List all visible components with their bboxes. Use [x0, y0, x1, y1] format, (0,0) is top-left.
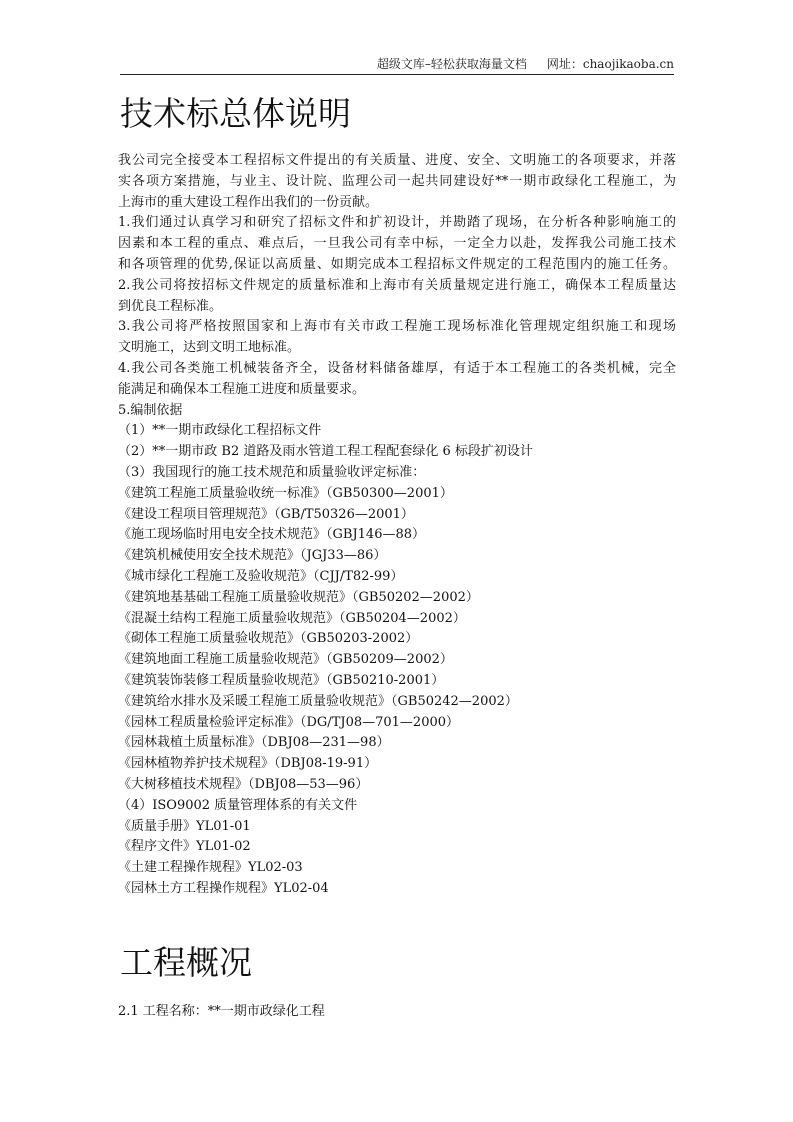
body-line: 《城市绿化工程施工及验收规范》（CJJ/T82-99）: [118, 568, 404, 584]
page-header: [120, 56, 674, 75]
body-line: 《建筑工程施工质量验收统一标准》（GB50300—2001）: [118, 485, 453, 501]
body-line: 《程序文件》YL01-02: [118, 839, 251, 855]
body-line: 能满足和确保本工程施工进度和质量要求。: [118, 381, 366, 397]
section-title-project-overview: 工程概况: [120, 943, 252, 982]
body-line: 和各项管理的优势,保证以高质量、如期完成本工程招标文件规定的工程范围内的施工任务。: [118, 256, 676, 272]
body-line: 《园林植物养护技术规程》（DBJ08-19-91）: [118, 756, 378, 772]
document-body: [118, 151, 676, 900]
body-line: 我公司完全接受本工程招标文件提出的有关质量、进度、安全、文明施工的各项要求，并落: [118, 153, 676, 168]
body-line: 5.编制依据: [118, 402, 183, 418]
body-line: 《混凝土结构工程施工质量验收规范》（GB50204—2002）: [118, 610, 466, 626]
body-line: 《大树移植技术规程》（DBJ08—53—96）: [118, 776, 369, 792]
body-line: 2.我公司将按招标文件规定的质量标准和上海市有关质量规定进行施工，确保本工程质量达: [118, 277, 676, 293]
body-line: （1）**一期市政绿化工程招标文件: [118, 423, 322, 439]
header-site-text: 超级文库–轻松获取海量文档: [376, 57, 527, 71]
body-line: 1.我们通过认真学习和研究了招标文件和扩初设计，并勘踏了现场，在分析各种影响施工的: [118, 215, 676, 231]
body-line: 《建设工程项目管理规范》（GB/T50326—2001）: [118, 506, 414, 522]
body-line: 《建筑给水排水及采暖工程施工质量验收规范》（GB50242—2002）: [118, 693, 518, 709]
body-line: 《施工现场临时用电安全技术规范》（GBJ146—88）: [118, 527, 426, 543]
body-line: 《园林工程质量检验评定标准》（DG/TJ08—701—2000）: [118, 714, 460, 730]
body-line: 上海市的重大建设工程作出我们的一份贡献。: [118, 194, 379, 210]
body-line: 因素和本工程的重点、难点后，一旦我公司有幸中标，一定全力以赴，发挥我公司施工技术: [118, 236, 676, 252]
body-line: 《园林栽植土质量标准》（DBJ08—231—98）: [118, 735, 390, 751]
body-line: （2）**一期市政 B2 道路及雨水管道工程工程配套绿化 6 标段扩初设计: [118, 444, 533, 460]
header-url-text: 网址：chaojikaoba.cn: [546, 57, 674, 71]
body-line: 《建筑地面工程施工质量验收规范》（GB50209—2002）: [118, 652, 453, 668]
body-line: 到优良工程标准。: [118, 298, 223, 314]
body-line: 《建筑机械使用安全技术规范》（JGJ33—86）: [118, 548, 387, 564]
body-line: 《建筑装饰装修工程质量验收规范》（GB50210-2001）: [118, 672, 445, 688]
body-line: 文明施工，达到文明工地标准。: [118, 340, 301, 356]
body-line: （4）ISO9002 质量管理体系的有关文件: [118, 797, 358, 813]
body-line: 《建筑地基基础工程施工质量验收规范》（GB50202—2002）: [118, 589, 479, 605]
body-line: 3.我公司将严格按照国家和上海市有关市政工程施工现场标准化管理规定组织施工和现场: [118, 319, 676, 335]
section-2-1-text: 2.1 工程名称：**一期市政绿化工程: [118, 1004, 325, 1019]
body-line: 实各项方案措施，与业主、设计院、监理公司一起共同建设好**一期市政绿化工程施工，为: [118, 173, 676, 189]
body-line: 4.我公司各类施工机械装备齐全，设备材料储备雄厚，有适于本工程施工的各类机械，完全: [118, 360, 676, 376]
body-line: 《质量手册》YL01-01: [118, 818, 251, 834]
body-line: 《砌体工程施工质量验收规范》（GB50203-2002）: [118, 631, 419, 647]
body-line: 《土建工程操作规程》YL02-03: [118, 860, 303, 876]
body-line: 《园林土方工程操作规程》YL02-04: [118, 880, 329, 896]
section-title-technical-bid: 技术标总体说明: [120, 94, 351, 133]
body-line: （3）我国现行的施工技术规范和质量验收评定标准：: [118, 464, 426, 480]
